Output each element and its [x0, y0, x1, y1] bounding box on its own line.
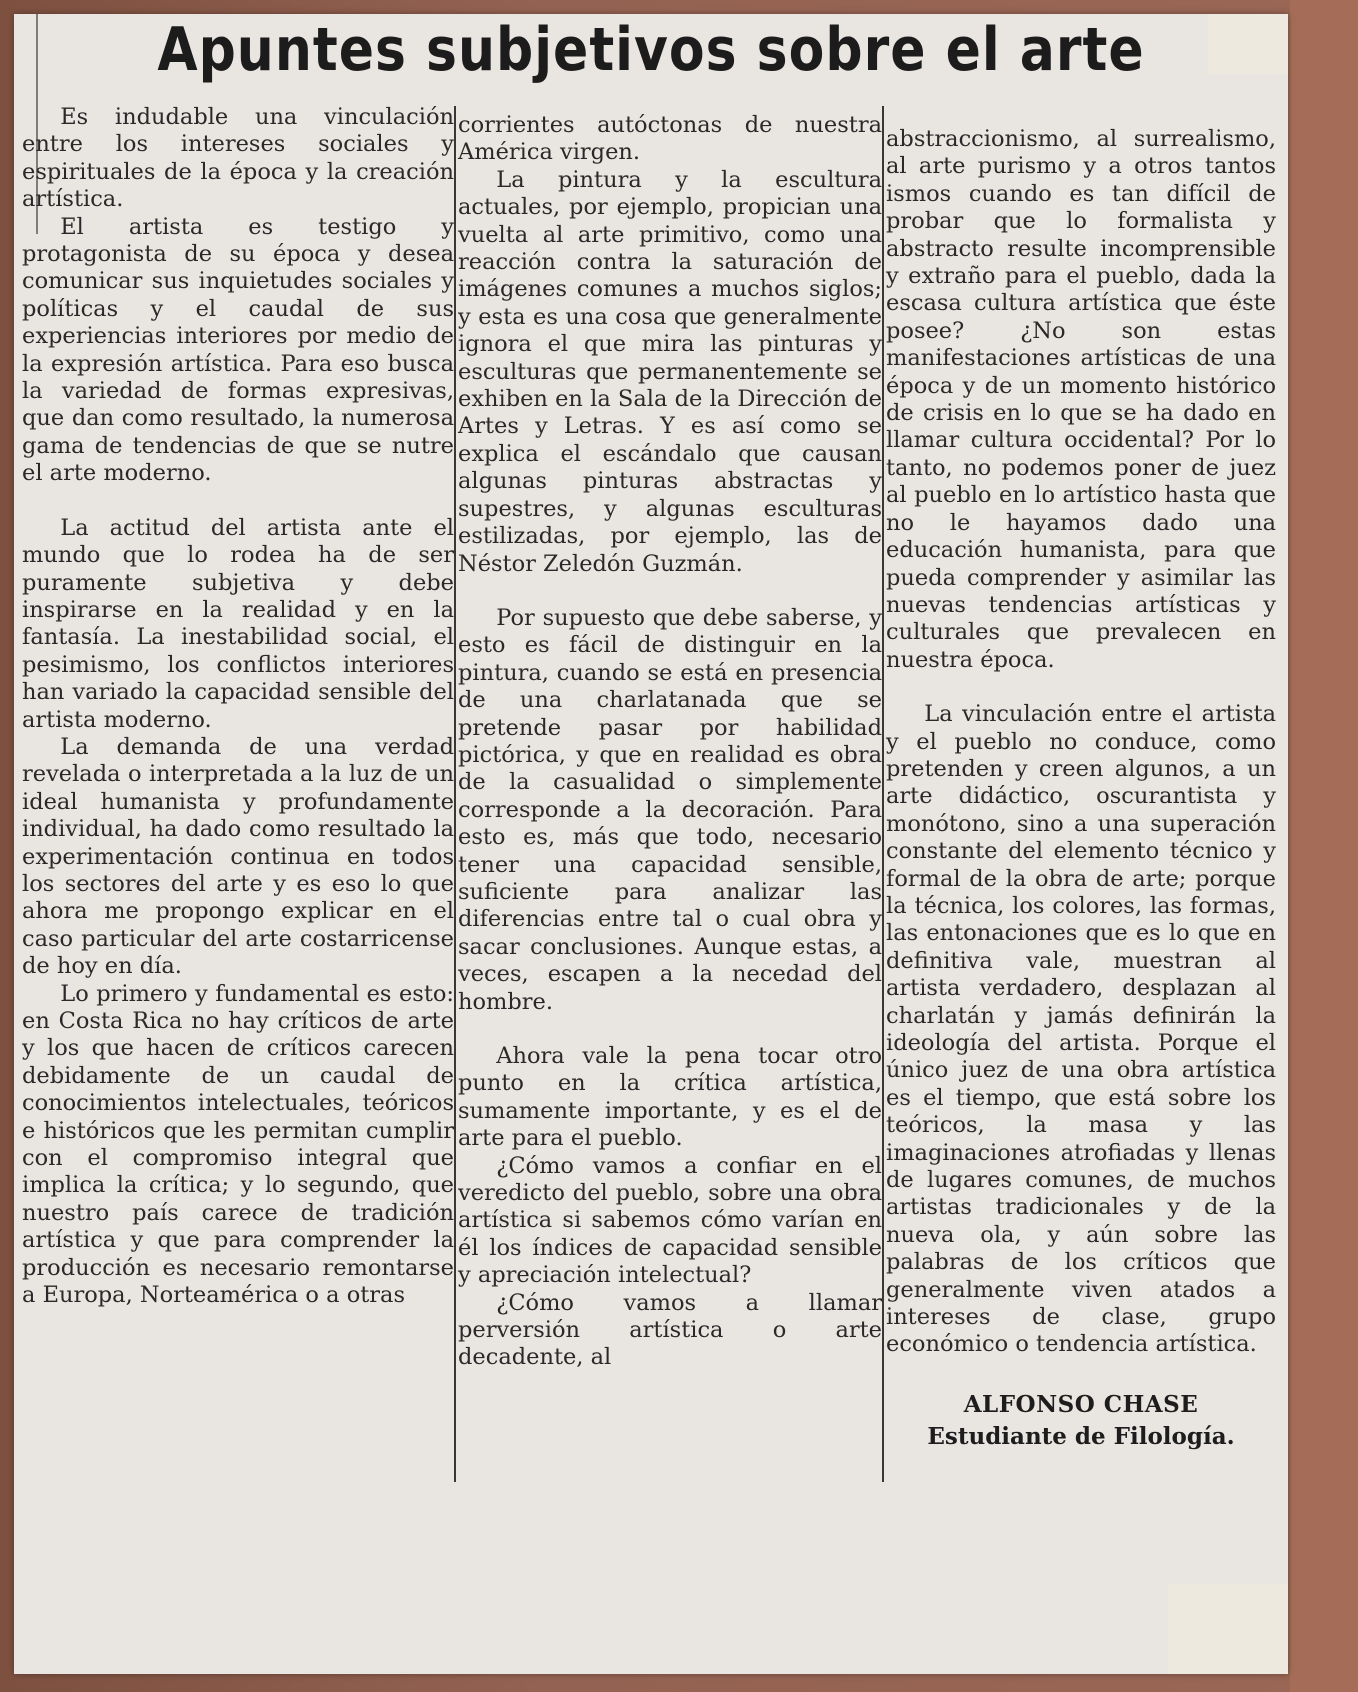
paragraph: La actitud del artista ante el mundo que lo rodea ha de ser puramente subjetiva y debe inspirarse en la realidad y en la fantasía. La inestabilidad social, el pesimismo, los conflictos interiores han variado la capacidad sensible del artista moderno.: [22, 514, 454, 733]
paragraph: Ahora vale la pena tocar otro punto en la crítica artística, sumamente importante, y es el de arte para el pueblo.: [458, 1043, 882, 1152]
paragraph: ¿Cómo vamos a confiar en el veredicto del pueblo, sobre una obra artística si sabemos cómo varían en él los índices de capacidad sensible y apreciación intelectual?: [458, 1152, 882, 1289]
paragraph: abstraccionismo, al surrealismo, al arte purismo y a otros tantos ismos cuando es tan difícil de probar que lo formalista y abstracto resulte incomprensible y extraño para el pueblo, dada la escasa cultura artística que éste posee? ¿No son estas manifestaciones artísticas de una época y de un momento histórico de crisis en lo que se ha dado en llamar cultura occidental? Por lo tanto, no podemos poner de juez al pueblo en lo artístico hasta que no le hayamos dado una educación humanista, para que pueda comprender y asimilar las nuevas tendencias artísticas y culturales que prevalecen en nuestra época.: [886, 126, 1276, 673]
article-column-2: [458, 112, 882, 1372]
board-edge: [1290, 0, 1358, 1692]
article-title: Apuntes subjetivos sobre el arte: [157, 16, 1145, 85]
tape-strip: [1168, 1584, 1288, 1674]
paragraph: Es indudable una vinculación entre los intereses sociales y espirituales de la época y la creación artística.: [22, 104, 454, 213]
author-name: ALFONSO CHASE: [963, 1390, 1199, 1418]
column-rule: [454, 106, 456, 1482]
paragraph: El artista es testigo y protagonista de su época y desea comunicar sus inquietudes sociales y políticas y el caudal de sus experiencias interiores por medio de la expresión artística. Para eso busca la variedad de formas expresivas, que dan como resultado, la numerosa gama de tendencias de que se nutre el arte moderno.: [22, 213, 454, 487]
author-role: Estudiante de Filología.: [927, 1422, 1235, 1450]
paragraph: La vinculación entre el artista y el pueblo no conduce, como pretenden y creen algunos, a un arte didáctico, oscurantista y monótono, sino a una superación constante del elemento técnico y formal de la obra de arte; porque la técnica, los colores, las formas, las entonaciones que es lo que en definitiva vale, muestran al artista verdadero, desplazan al charlatán y jamás definirán la ideología del artista. Porque el único juez de una obra artística es el tiempo, que está sobre los teóricos, la masa y las imaginaciones atrofiadas y llenas de lugares comunes, de muchos artistas tradicionales y de la nueva ola, y aún sobre las palabras de los críticos que generalmente viven atados a intereses de clase, grupo económico o tendencia artística.: [886, 701, 1276, 1358]
paragraph: Por supuesto que debe saberse, y esto es fácil de distinguir en la pintura, cuando se está en presencia de una charlatanada que se pretende pasar por habilidad pictórica, y que en realidad es obra de la casualidad o simplemente corresponde a la decoración. Para esto es, más que todo, necesario tener una capacidad sensible, suficiente para analizar las diferencias entre tal o cual obra y sacar conclusiones. Aunque estas, a veces, escapen a la necedad del hombre.: [458, 604, 882, 1015]
paragraph: corrientes autóctonas de nuestra América virgen.: [458, 112, 882, 166]
newspaper-clipping: [14, 14, 1288, 1674]
paragraph: ¿Cómo vamos a llamar perversión artística o arte decadente, al: [458, 1289, 882, 1371]
column-rule: [882, 106, 884, 1482]
byline: [886, 1389, 1276, 1453]
article-column-1: [22, 104, 454, 1309]
article-column-3: [886, 126, 1276, 1453]
paragraph: Lo primero y fundamental es esto: en Costa Rica no hay críticos de arte y los que hacen de críticos carecen debidamente de un caudal de conocimientos intelectuales, teóricos e históricos que les permitan cumplir con el compromiso integral que implica la crítica; y lo segundo, que nuestro país carece de tradición artística y que para comprender la producción es necesario remontarse a Europa, Norteamérica o a otras: [22, 980, 454, 1309]
paragraph: La pintura y la escultura actuales, por ejemplo, propician una vuelta al arte primitivo, como una reacción contra la saturación de imágenes comunes a muchos siglos; y esta es una cosa que generalmente ignora el que mira las pinturas y esculturas que permanentemente se exhiben en la Sala de la Dirección de Artes y Letras. Y es así como se explica el escándalo que causan algunas pinturas abstractas y supestres, y algunas esculturas estilizadas, por ejemplo, las de Néstor Zeledón Guzmán.: [458, 166, 882, 577]
paragraph: La demanda de una verdad revelada o interpretada a la luz de un ideal humanista y profundamente individual, ha dado como resultado la experimentación continua en todos los sectores del arte y es eso lo que ahora me propongo explicar en el caso particular del arte costarricense de hoy en día.: [22, 733, 454, 980]
